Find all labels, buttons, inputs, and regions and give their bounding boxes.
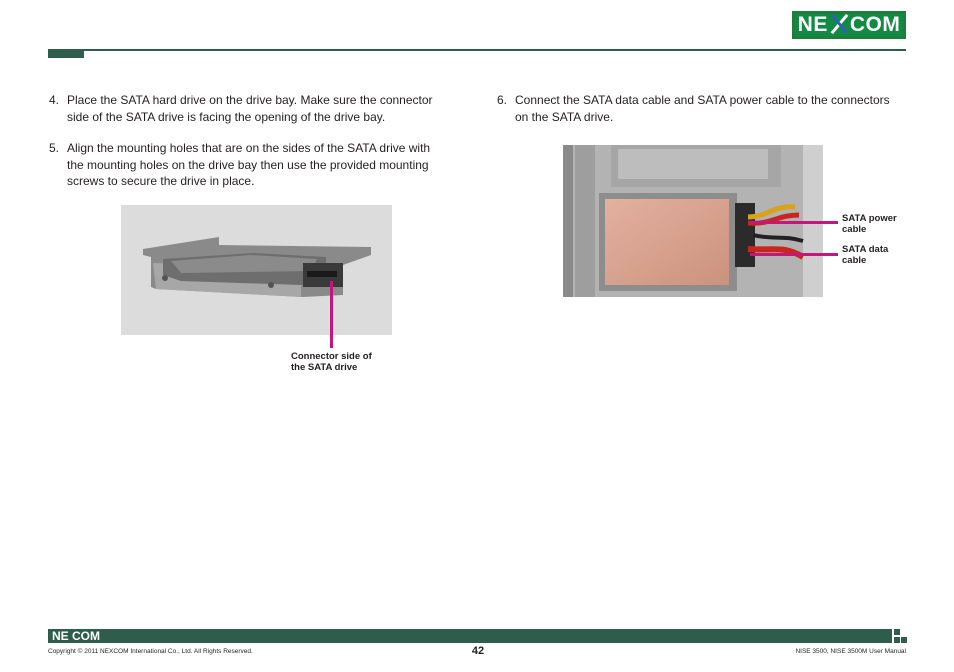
footer-square (901, 637, 907, 643)
header-rule (84, 49, 906, 51)
footer-bar (48, 629, 892, 643)
callout-connector-side: Connector side of the SATA drive (291, 351, 372, 373)
step-number: 5. (49, 141, 60, 155)
header-accent-block (48, 49, 84, 58)
step-text-line: Connect the SATA data cable and SATA power cable to the connectors (515, 93, 890, 107)
footer-square (894, 637, 900, 643)
logo-x-icon (828, 13, 850, 35)
copyright-text: Copyright © 2011 NEXCOM International Co., Ltd. All Rights Reserved. (48, 648, 253, 655)
drive-bay-photo (121, 205, 392, 335)
page-number: 42 (471, 645, 485, 657)
sata-cable-photo (563, 145, 823, 297)
step-text-line: Align the mounting holes that are on the sides of the SATA drive with (67, 141, 431, 155)
step-text-line: screws to secure the drive in place. (67, 174, 255, 188)
step-number: 4. (49, 93, 60, 107)
step-text-line: the mounting holes on the drive bay then use the provided mounting (67, 157, 429, 172)
callout-sata-power: SATA power cable (842, 213, 897, 235)
callout-sata-data: SATA data cable (842, 244, 889, 266)
step-text-line: on the SATA drive. (515, 109, 614, 124)
step-text-line: side of the SATA drive is facing the opening of the drive bay. (67, 109, 386, 124)
step-text-line: Place the SATA hard drive on the drive bay. Make sure the connector (67, 93, 433, 107)
nexcom-logo: NE COM (792, 11, 906, 39)
step-number: 6. (497, 93, 508, 107)
power-callout-line (820, 221, 838, 224)
manual-title: NISE 3500, NISE 3500M User Manual (795, 648, 906, 655)
connector-callout-line (330, 335, 333, 348)
data-callout-line (820, 253, 838, 256)
footer-square (894, 629, 900, 635)
footer-logo: NE COM (52, 629, 100, 643)
